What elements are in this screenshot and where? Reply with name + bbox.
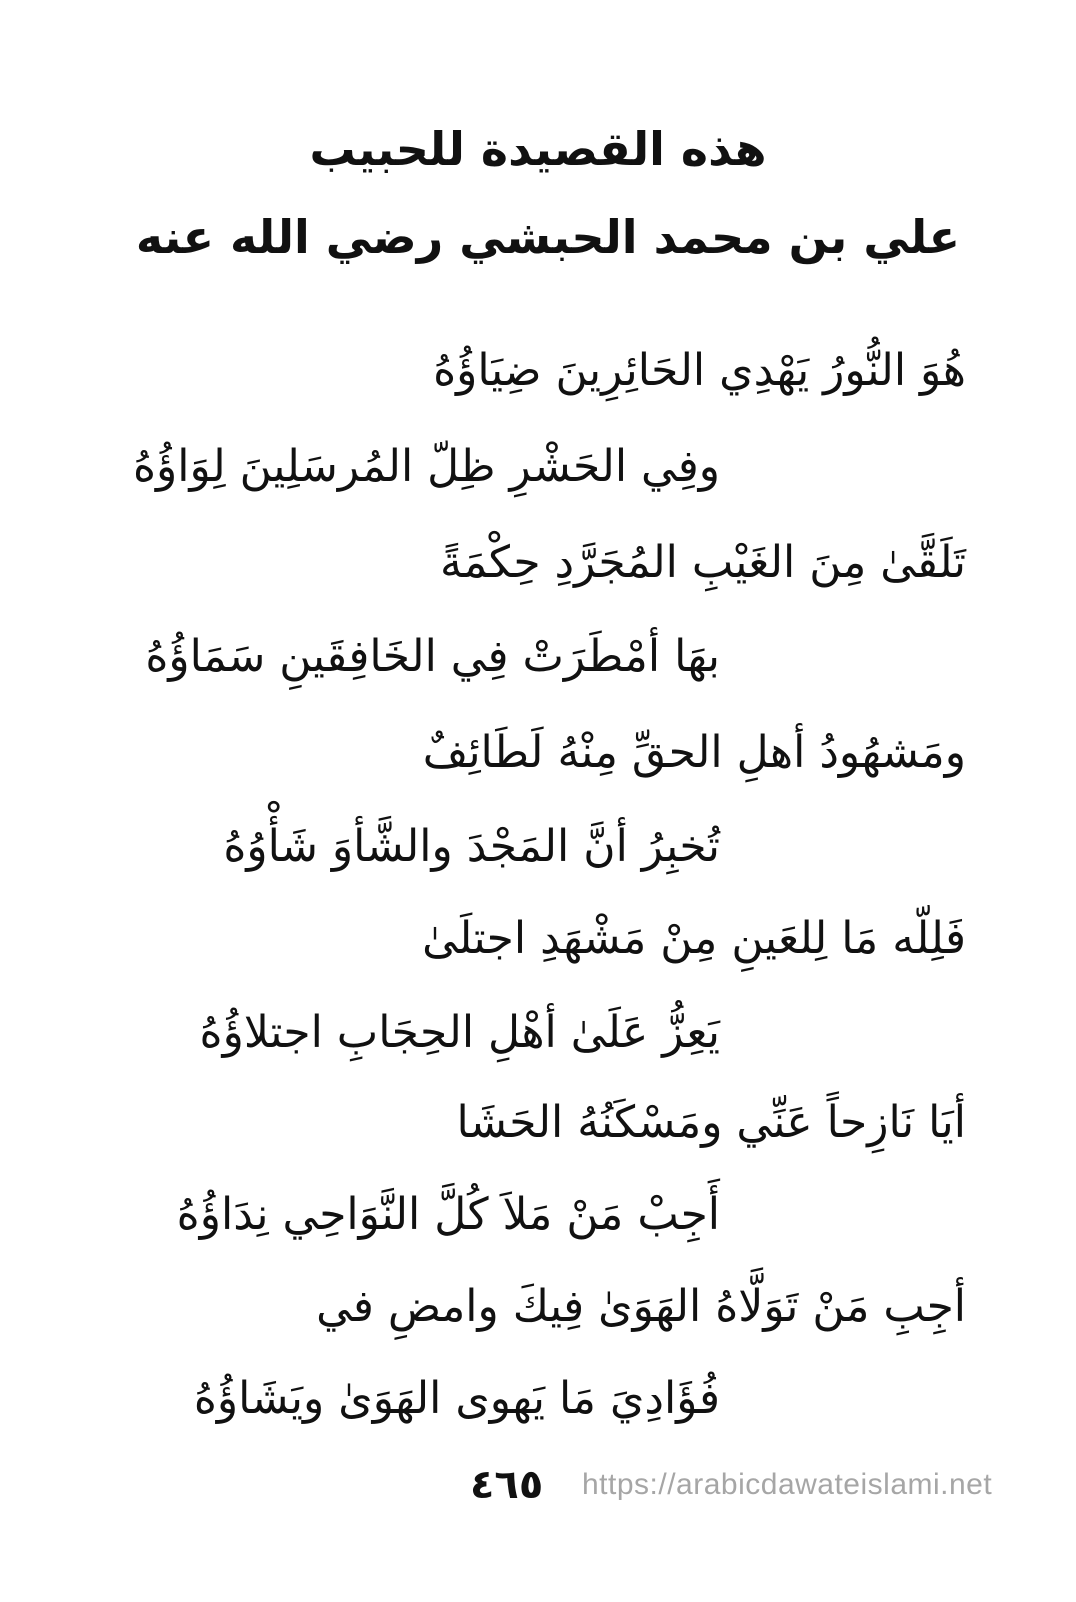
verse-1-second-hemistich: وفِي الحَشْرِ ظِلّ المُرسَلِينَ لِوَاؤُهُ	[132, 441, 720, 492]
verse-6-second-hemistich: فُؤَادِيَ مَا يَهوى الهَوَىٰ ويَشَاؤُهُ	[193, 1373, 720, 1424]
verse-3-second-hemistich: تُخبِرُ أنَّ المَجْدَ والشَّأوَ شَأْوُهُ	[223, 821, 720, 872]
verse-5-first-hemistich: أيَا نَازِحاً عَنِّي ومَسْكَنُهُ الحَشَا	[456, 1097, 966, 1148]
verse-1-first-hemistich: هُوَ النُّورُ يَهْدِي الحَائِرِينَ ضِيَاؤُهُ	[433, 345, 966, 396]
poem-heading-line-1: هذه القصيدة للحبيب	[309, 122, 767, 176]
page-number: ٤٦٥	[470, 1462, 544, 1508]
verse-4-first-hemistich: فَلِلّه مَا لِلعَينِ مِنْ مَشْهَدِ اجتلَىٰ	[422, 913, 966, 964]
page-footer	[0, 1462, 1076, 1522]
verse-2-first-hemistich: تَلَقَّىٰ مِنَ الغَيْبِ المُجَرَّدِ حِكْمَةً	[440, 537, 966, 588]
source-watermark: https://arabicdawateislami.net	[582, 1468, 993, 1501]
poem-heading-line-2: علي بن محمد الحبشي رضي الله عنه	[135, 210, 961, 264]
verse-3-first-hemistich: ومَشهُودُ أهلِ الحقِّ مِنْهُ لَطَائِفٌ	[422, 727, 966, 778]
verse-6-first-hemistich: أجِبِ مَنْ تَوَلَّاهُ الهَوَىٰ فِيكَ وامضِ في	[316, 1281, 966, 1332]
verse-2-second-hemistich: بهَا أمْطَرَتْ فِي الخَافِقَينِ سَمَاؤُهُ	[145, 631, 720, 682]
verse-5-second-hemistich: أَجِبْ مَنْ مَلاَ كُلَّ النَّوَاحِي نِدَاؤُهُ	[176, 1189, 720, 1240]
verse-4-second-hemistich: يَعِزُّ عَلَىٰ أهْلِ الحِجَابِ اجتلاؤُهُ	[199, 1007, 720, 1058]
